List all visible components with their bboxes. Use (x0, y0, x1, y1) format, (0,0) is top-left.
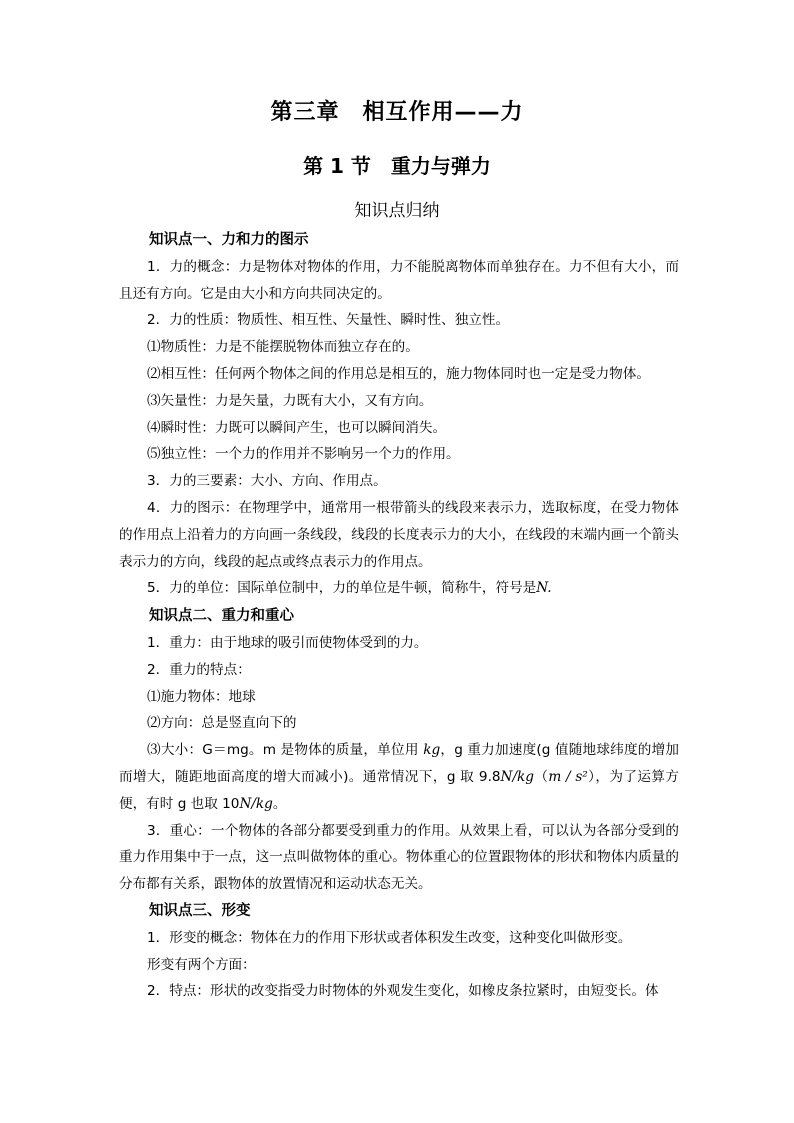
paragraph (119, 575, 679, 602)
unit-symbol: kg (423, 742, 441, 759)
paragraph: 2．力的性质：物质性、相互性、矢量性、瞬时性、独立性。 (147, 312, 510, 329)
list-item: ⑴施力物体：地球 (147, 688, 256, 705)
unit-symbol: m / s² (548, 768, 588, 785)
paragraph (119, 737, 679, 817)
paragraph-text: 5．力的单位：国际单位制中，力的单位是牛顿，简称牛，符号是 (147, 580, 537, 597)
document-body (119, 226, 679, 1005)
list-item: ⑸独立性：一个力的作用并不影响另一个力的作用。 (147, 446, 460, 463)
knowledge-point-3-heading: 知识点三、形变 (149, 902, 251, 919)
paragraph: 1．形变的概念：物体在力的作用下形状或者体积发生改变，这种变化叫做形变。 (147, 929, 632, 946)
paragraph-text: ），为了运算方便，有时 g 也取 10 (119, 768, 679, 812)
paragraph: 3．重心：一个物体的各部分都要受到重力的作用。从效果上看，可以认为各部分受到的重力作用集中于一点，这一点叫做物体的重心。物体重心的位置跟物体的形状和物体内质量的分布都有关系，跟物体的放置情况和运动状态无关。 (119, 822, 679, 893)
list-item: ⑵方向：总是竖直向下的 (147, 715, 297, 732)
unit-symbol: N/kg (239, 795, 273, 812)
knowledge-point-2-heading: 知识点二、重力和重心 (149, 608, 294, 625)
unit-symbol: N. (536, 580, 552, 597)
list-item: ⑵相互性：任何两个物体之间的作用总是相互的，施力物体同时也一定是受力物体。 (147, 365, 650, 382)
knowledge-point-1-heading: 知识点一、力和力的图示 (149, 232, 309, 248)
paragraph-text: ，g 重力加速度(g 值随地球纬度的增加而增大，随距地面高度的增大而减小)。通常情况下，g 取 9.8 (119, 742, 680, 785)
paragraph-text: 。 (272, 795, 287, 812)
paragraph: 2．特点：形状的改变指受力时物体的外观发生变化，如橡皮条拉紧时，由短变长。体 (147, 983, 659, 1000)
list-item: ⑶矢量性：力是矢量，力既有大小，又有方向。 (147, 392, 433, 409)
paragraph: 2．重力的特点： (147, 661, 251, 678)
paragraph: 1．力的概念：力是物体对物体的作用，力不能脱离物体而单独存在。力不但有大小，而且还有方向。它是由大小和方向共同决定的。 (119, 258, 679, 302)
paragraph-text: ⑶大小：G＝mg。m 是物体的质量，单位用 (147, 742, 424, 759)
list-item: ⑷瞬时性：力既可以瞬间产生，也可以瞬间消失。 (147, 419, 447, 436)
list-item: ⑴物质性：力是不能摆脱物体而独立存在的。 (147, 339, 419, 356)
paragraph: 形变有两个方面： (147, 956, 256, 973)
unit-symbol: N/kg (500, 768, 534, 785)
section-title: 第 1 节 重力与弹力 (303, 154, 491, 178)
summary-title: 知识点归纳 (354, 201, 440, 221)
paragraph: 3．力的三要素：大小、方向、作用点。 (147, 473, 387, 490)
chapter-title: 第三章 相互作用——力 (270, 100, 524, 125)
paragraph-text: （ (533, 768, 549, 785)
paragraph: 4．力的图示：在物理学中，通常用一根带箭头的线段来表示力，选取标度，在受力物体的作用点上沿着力的方向画一条线段，线段的长度表示力的大小，在线段的末端内画一个箭头表示力的方向，线段的起点或终点表示力的作用点。 (119, 499, 679, 570)
paragraph: 1．重力：由于地球的吸引而使物体受到的力。 (147, 634, 428, 651)
